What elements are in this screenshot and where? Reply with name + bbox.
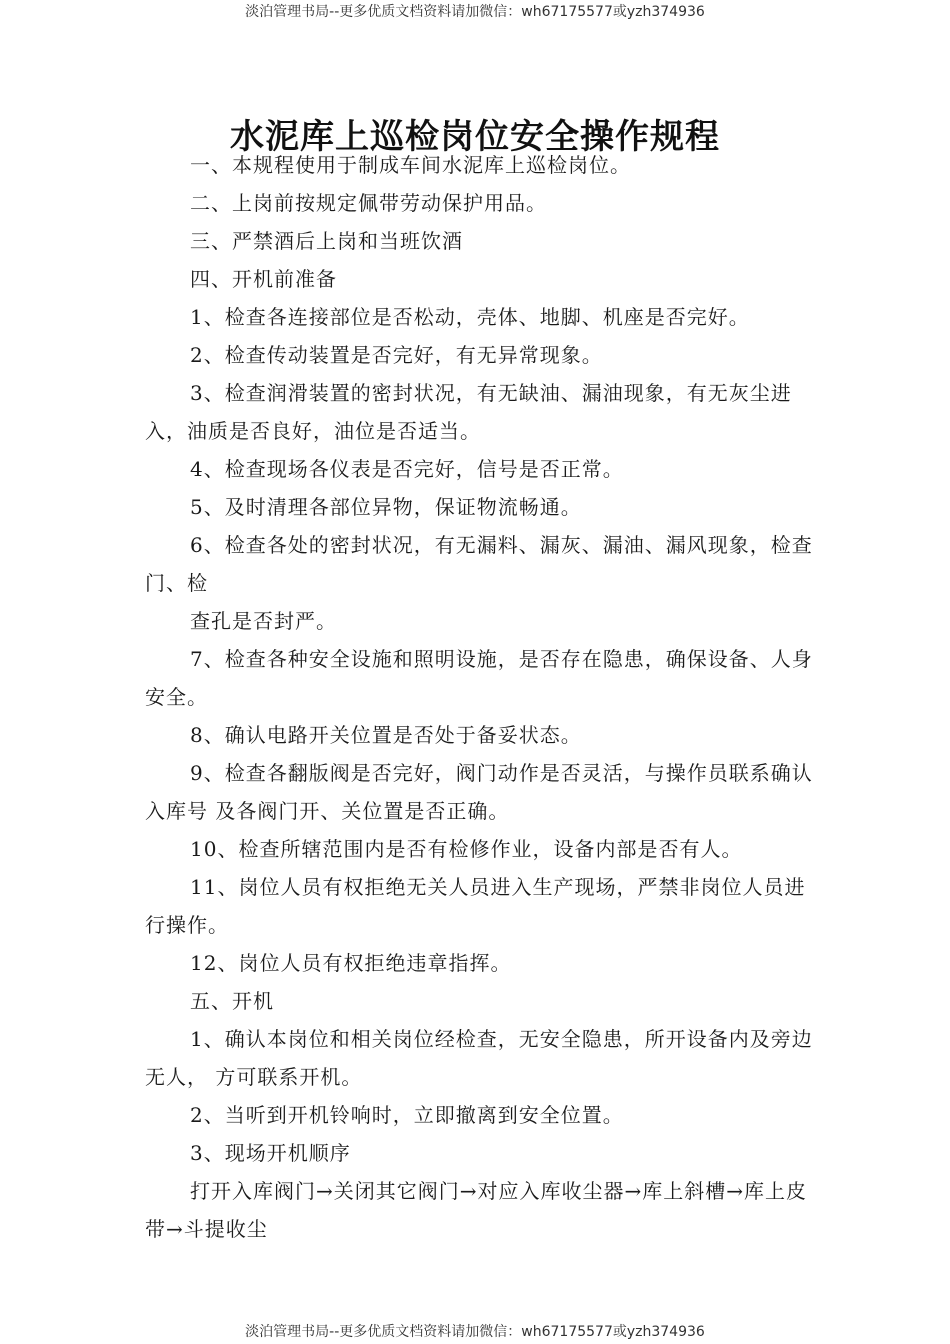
paragraph: 9、检查各翻版阀是否完好，阀门动作是否灵活，与操作员联系确认入库号 及各阀门开、关位置是否正确。 [145,761,813,823]
header-note: 淡泊管理书局--更多优质文档资料请加微信：wh67175577或yzh374936 [245,4,705,20]
paragraph: 8、确认电路开关位置是否处于备妥状态。 [190,723,582,747]
section-heading: 五、开机 [190,989,274,1013]
paragraph: 12、岗位人员有权拒绝违章指挥。 [190,951,512,975]
paragraph: 10、检查所辖范围内是否有检修作业，设备内部是否有人。 [190,837,743,861]
paragraph: 6、检查各处的密封状况，有无漏料、漏灰、漏油、漏风现象，检查门、检 [145,533,813,595]
paragraph: 1、检查各连接部位是否松动，壳体、地脚、机座是否完好。 [190,305,750,329]
paragraph: 三、严禁酒后上岗和当班饮酒 [190,229,463,253]
paragraph: 5、及时清理各部位异物，保证物流畅通。 [190,495,582,519]
paragraph: 二、上岗前按规定佩带劳动保护用品。 [190,191,547,215]
document-title: 水泥库上巡检岗位安全操作规程 [230,116,720,157]
paragraph: 打开入库阀门→关闭其它阀门→对应入库收尘器→库上斜槽→库上皮带→斗提收尘 [145,1179,808,1241]
paragraph: 一、本规程使用于制成车间水泥库上巡检岗位。 [190,153,631,177]
paragraph: 11、岗位人员有权拒绝无关人员进入生产现场，严禁非岗位人员进行操作。 [145,875,806,937]
footer-note: 淡泊管理书局--更多优质文档资料请加微信：wh67175577或yzh374936 [245,1324,705,1340]
section-heading: 四、开机前准备 [190,267,337,291]
paragraph: 2、检查传动装置是否完好，有无异常现象。 [190,343,603,367]
paragraph: 2、当听到开机铃响时，立即撤离到安全位置。 [190,1103,624,1127]
paragraph: 查孔是否封严。 [190,609,337,633]
paragraph: 3、现场开机顺序 [190,1141,351,1165]
paragraph: 3、检查润滑装置的密封状况，有无缺油、漏油现象，有无灰尘进入，油质是否良好，油位是否适当。 [145,381,792,443]
document-body [145,146,825,1248]
paragraph: 7、检查各种安全设施和照明设施，是否存在隐患，确保设备、人身安全。 [145,647,813,709]
paragraph: 4、检查现场各仪表是否完好，信号是否正常。 [190,457,624,481]
paragraph: 1、确认本岗位和相关岗位经检查，无安全隐患，所开设备内及旁边无人， 方可联系开机。 [145,1027,813,1089]
